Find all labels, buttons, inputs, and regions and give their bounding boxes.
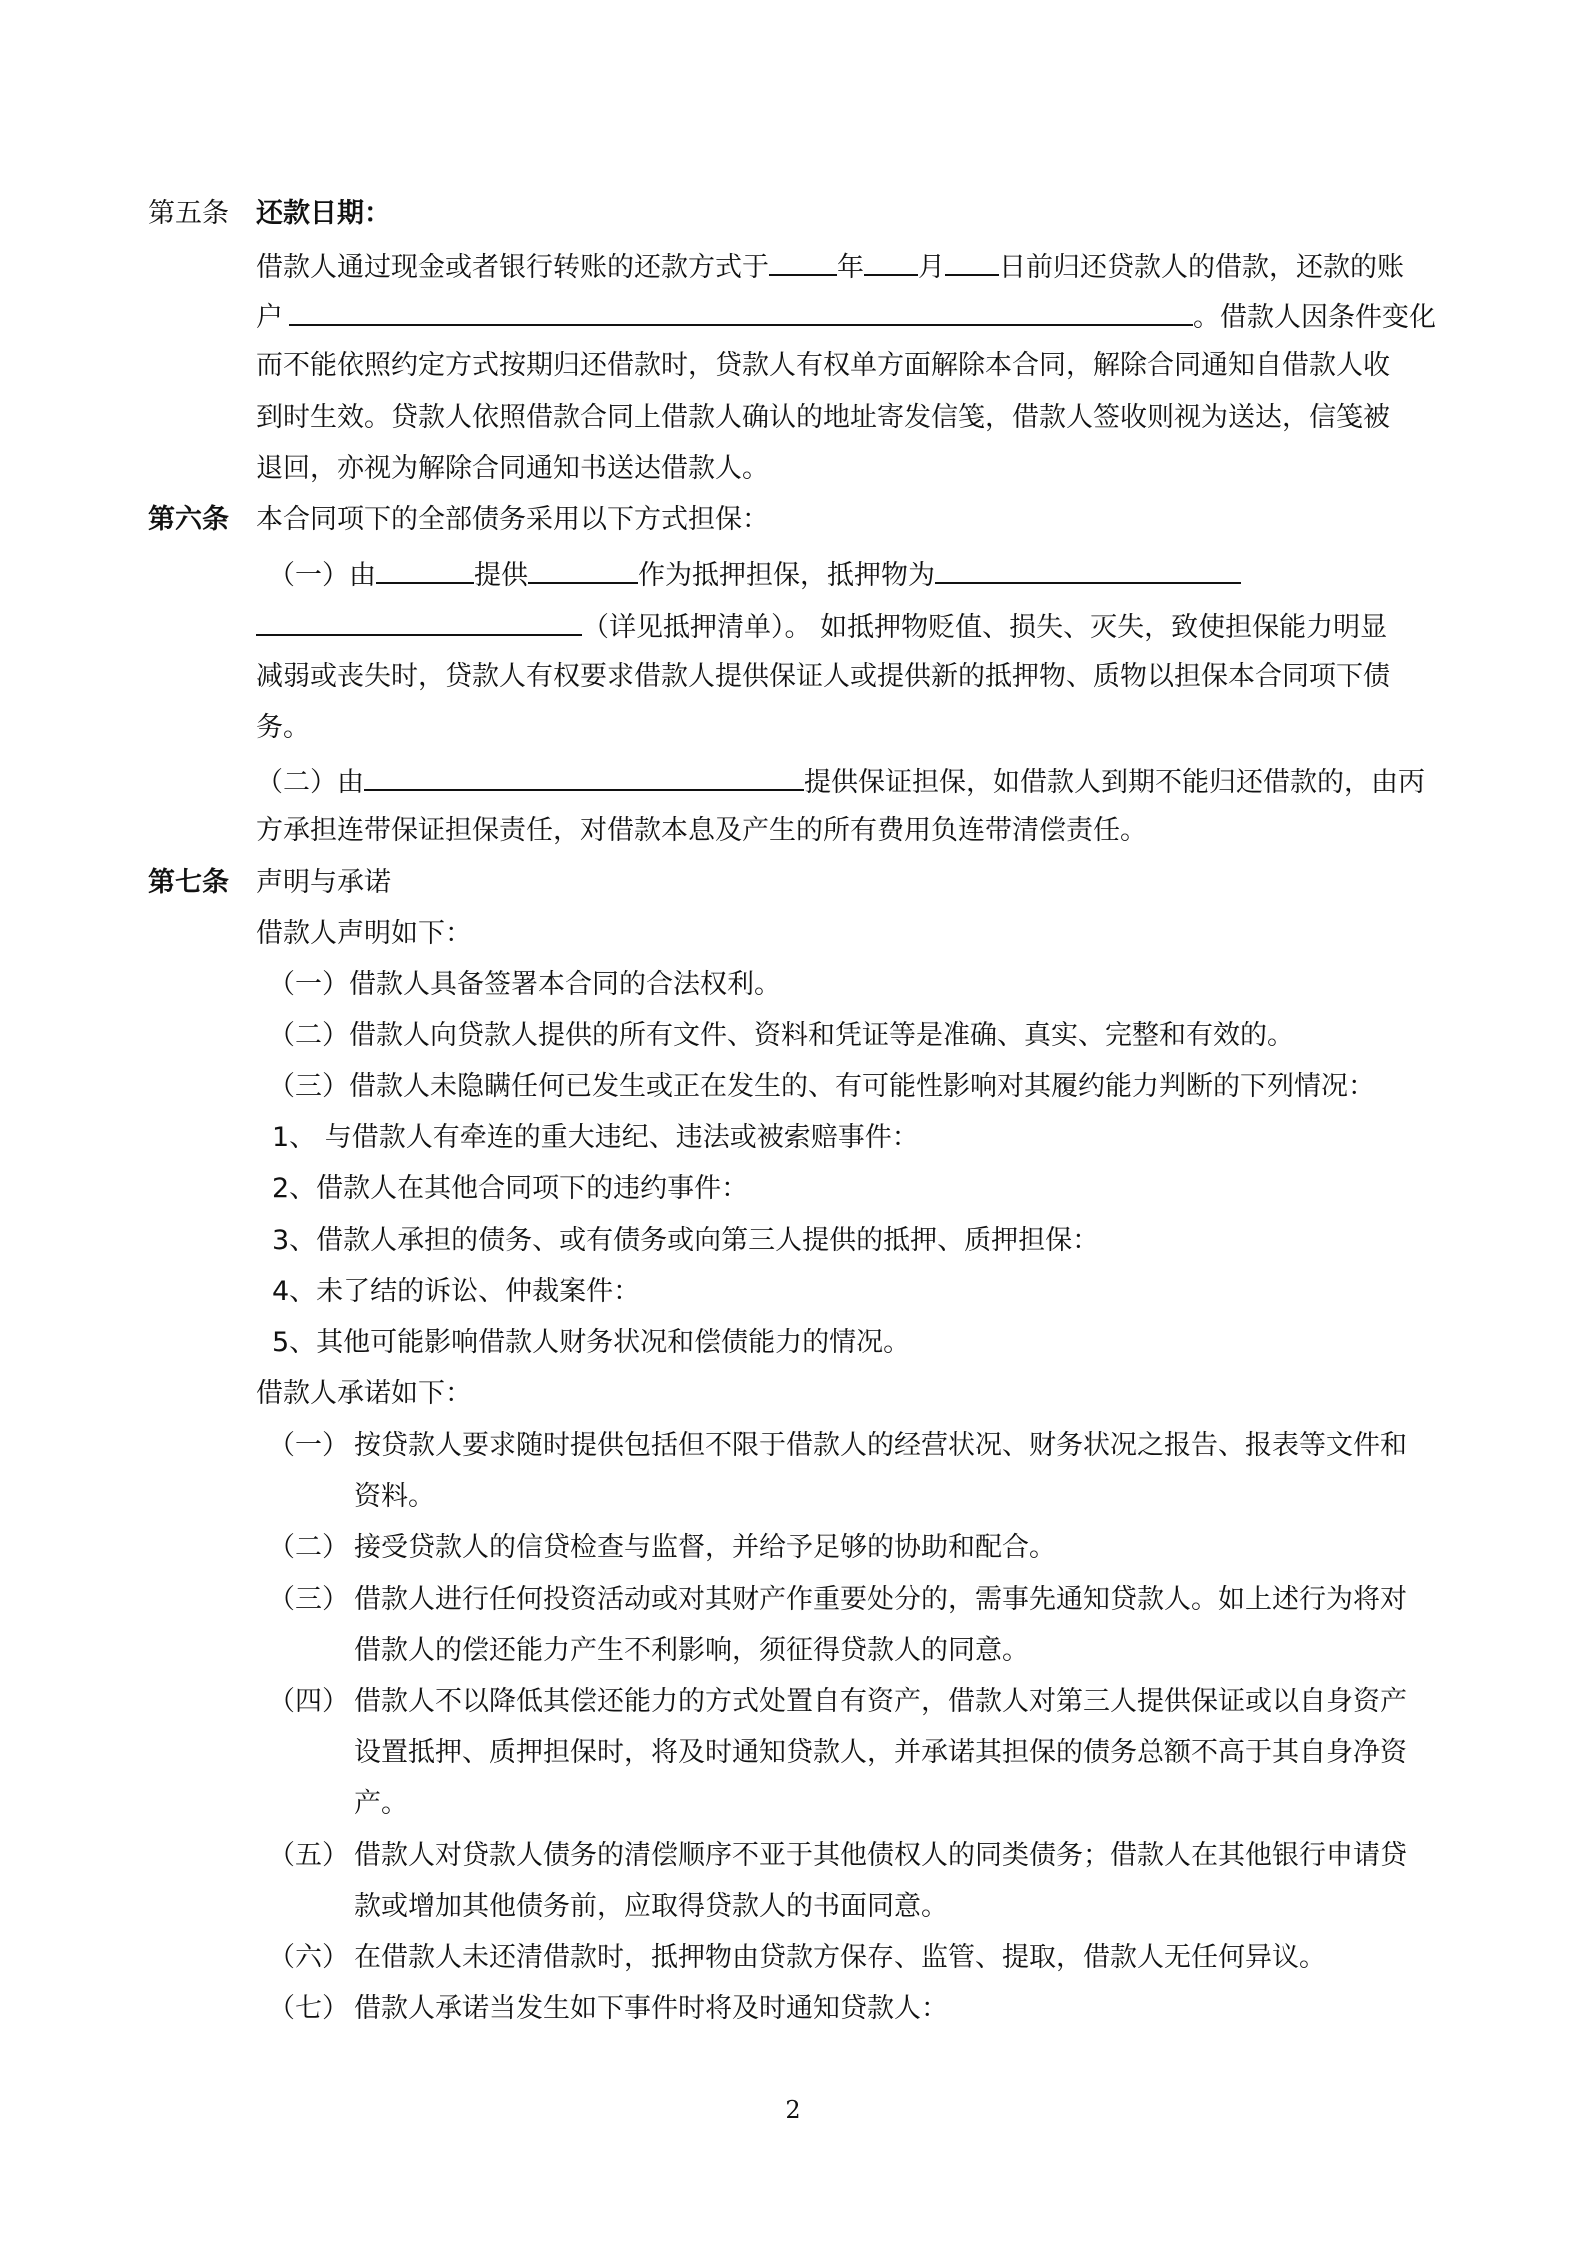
month-blank[interactable] (864, 248, 918, 276)
declare-subitem: 2、借款人在其他合同项下的违约事件： (272, 1173, 749, 1204)
account-blank[interactable] (289, 298, 1193, 326)
article-6-item-1-line-1 (268, 556, 1241, 594)
mortgagor-blank[interactable] (376, 556, 474, 584)
declare-item: （二）借款人向贷款人提供的所有文件、资料和凭证等是准确、真实、完整和有效的。 (268, 1020, 1294, 1051)
promise-number: （一） (268, 1430, 349, 1461)
promise-text: 接受贷款人的信贷检查与监督，并给予足够的协助和配合。 (354, 1532, 1056, 1563)
declare-subitem: 5、其他可能影响借款人财务状况和偿债能力的情况。 (272, 1327, 911, 1358)
promise-text: 借款人不以降低其偿还能力的方式处置自有资产，借款人对第三人提供保证或以自身资产 (354, 1686, 1407, 1717)
article-5-line-4: 到时生效。贷款人依照借款合同上借款人确认的地址寄发信笺，借款人签收则视为送达，信笺被 (256, 402, 1390, 433)
article-5-line-5: 退回，亦视为解除合同通知书送达借款人。 (256, 453, 769, 484)
year-blank[interactable] (769, 248, 837, 276)
article-5-label: 第五条 (148, 198, 229, 229)
text: 借款人通过现金或者银行转账的还款方式于 (256, 252, 769, 283)
article-7-title: 声明与承诺 (256, 867, 391, 898)
text: 作为抵押担保，抵押物为 (638, 560, 935, 591)
promise-text: 借款人对贷款人债务的清偿顺序不亚于其他债权人的同类债务；借款人在其他银行申请贷 (354, 1840, 1407, 1871)
guarantor-blank[interactable] (364, 763, 804, 791)
article-6-item-2-line-1 (256, 763, 1425, 801)
text: （详见抵押清单）。 如抵押物贬值、损失、灭失，致使担保能力明显 (582, 612, 1388, 643)
text: （一）由 (268, 560, 376, 591)
promise-text: 借款人进行任何投资活动或对其财产作重要处分的，需事先通知贷款人。如上述行为将对 (354, 1584, 1407, 1615)
declare-subitem: 3、借款人承担的债务、或有债务或向第三人提供的抵押、质押担保： (272, 1225, 1100, 1256)
promise-text: 按贷款人要求随时提供包括但不限于借款人的经营状况、财务状况之报告、报表等文件和 (354, 1430, 1407, 1461)
page-number: 2 (785, 2096, 801, 2124)
promise-text: 借款人承诺当发生如下事件时将及时通知贷款人： (354, 1993, 948, 2024)
article-5-title: 还款日期： (256, 198, 391, 229)
promise-number: （七） (268, 1993, 349, 2024)
declare-item: （一）借款人具备签署本合同的合法权利。 (268, 969, 781, 1000)
text: （二）由 (256, 767, 364, 798)
article-5-line-2 (256, 298, 1436, 336)
promise-text: 产。 (354, 1788, 408, 1819)
article-7-label: 第七条 (148, 867, 229, 898)
text: 日前归还贷款人的借款，还款的账 (999, 252, 1404, 283)
text: 。借款人因条件变化 (1193, 302, 1436, 333)
collateral-blank-2[interactable] (256, 608, 582, 636)
article-5-line-1 (256, 248, 1404, 286)
text: 户 (256, 302, 283, 333)
promise-text: 设置抵押、质押担保时，将及时通知贷款人，并承诺其担保的债务总额不高于其自身净资 (354, 1737, 1407, 1768)
promise-heading: 借款人承诺如下： (256, 1378, 472, 1409)
text: 年 (837, 252, 864, 283)
article-6-label: 第六条 (148, 504, 229, 535)
promise-number: （四） (268, 1686, 349, 1717)
article-6-item-1-line-2 (256, 608, 1387, 646)
collateral-blank[interactable] (935, 556, 1241, 584)
text: 提供 (474, 560, 528, 591)
article-6-title: 本合同项下的全部债务采用以下方式担保： (256, 504, 769, 535)
declare-subitem: 4、未了结的诉讼、仲裁案件： (272, 1276, 641, 1307)
promise-text: 借款人的偿还能力产生不利影响，须征得贷款人的同意。 (354, 1635, 1029, 1666)
promise-text: 在借款人未还清借款时，抵押物由贷款方保存、监管、提取，借款人无任何异议。 (354, 1942, 1326, 1973)
text: 提供保证担保，如借款人到期不能归还借款的，由丙 (804, 767, 1425, 798)
promise-number: （五） (268, 1840, 349, 1871)
declare-subitem: 1、 与借款人有牵连的重大违纪、违法或被索赔事件： (272, 1122, 919, 1153)
article-5-line-3: 而不能依照约定方式按期归还借款时，贷款人有权单方面解除本合同，解除合同通知自借款人收 (256, 350, 1390, 381)
collateral-provider-blank[interactable] (528, 556, 638, 584)
promise-text: 资料。 (354, 1481, 435, 1512)
article-6-item-1-line-3: 减弱或丧失时，贷款人有权要求借款人提供保证人或提供新的抵押物、质物以担保本合同项下债 (256, 661, 1390, 692)
promise-number: （三） (268, 1584, 349, 1615)
promise-text: 款或增加其他债务前，应取得贷款人的书面同意。 (354, 1891, 948, 1922)
day-blank[interactable] (945, 248, 999, 276)
text: 月 (918, 252, 945, 283)
declare-item: （三）借款人未隐瞒任何已发生或正在发生的、有可能性影响对其履约能力判断的下列情况： (268, 1071, 1375, 1102)
promise-number: （六） (268, 1942, 349, 1973)
promise-number: （二） (268, 1532, 349, 1563)
declare-heading: 借款人声明如下： (256, 918, 472, 949)
article-6-item-2-line-2: 方承担连带保证担保责任，对借款本息及产生的所有费用负连带清偿责任。 (256, 815, 1147, 846)
article-6-item-1-line-4: 务。 (256, 712, 310, 743)
